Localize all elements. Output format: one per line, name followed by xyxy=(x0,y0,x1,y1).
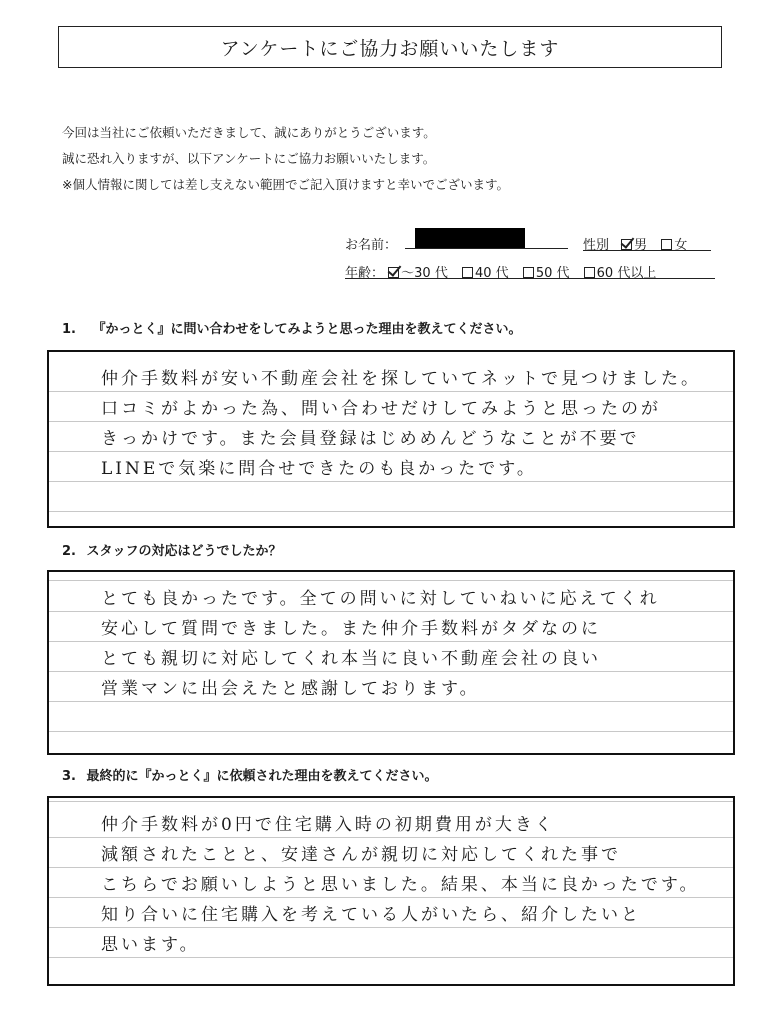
checkbox-icon xyxy=(462,267,473,278)
question-text: 『かっとく』に問い合わせをしてみようと思った理由を教えてください。 xyxy=(92,322,522,337)
answer-line: 知り合いに住宅購入を考えている人がいたら、紹介したいと xyxy=(101,905,641,925)
answer-line: 思います。 xyxy=(101,935,200,955)
gender-option-female[interactable]: 女 xyxy=(661,234,687,253)
answer-box-3[interactable] xyxy=(47,796,735,986)
age-option-under-30[interactable]: ～30 代 xyxy=(388,262,448,281)
age-option-60s-plus[interactable]: 60 代以上 xyxy=(584,262,657,281)
question-text: スタッフの対応はどうでしたか？ xyxy=(86,544,282,559)
answer-line: とても良かったです。全ての問いに対していねいに応えてくれ xyxy=(101,589,660,609)
checkbox-icon xyxy=(584,267,595,278)
answer-line: 減額されたことと、安達さんが親切に対応してくれた事で xyxy=(101,845,621,865)
question-2 xyxy=(62,540,282,559)
answer-line: LINEで気楽に問合せできたのも良かったです。 xyxy=(101,459,537,479)
age-field-line xyxy=(345,278,715,279)
answer-line: きっかけです。また会員登録はじめめんどうなことが不要で xyxy=(101,429,640,449)
gender-label: 性別 xyxy=(583,238,610,253)
answer-line: 仲介手数料が安い不動産会社を探していてネットで見つけました。 xyxy=(101,369,701,389)
name-label: お名前： xyxy=(345,238,398,253)
intro-line: 今回は当社にご依頼いただきまして、誠にありがとうございます。 xyxy=(62,125,436,140)
intro-line: ※個人情報に関しては差し支えない範囲でご記入頂けますと幸いでございます。 xyxy=(62,177,509,192)
intro-line: 誠に恐れ入りますが、以下アンケートにご協力お願いいたします。 xyxy=(62,151,436,166)
answer-box-2[interactable] xyxy=(47,570,735,755)
question-number: 2. xyxy=(62,544,76,559)
intro-text xyxy=(62,120,509,198)
checkbox-checked-icon xyxy=(388,267,399,278)
question-1 xyxy=(62,318,522,337)
answer-line: 口コミがよかった為、問い合わせだけしてみようと思ったのが xyxy=(101,399,661,419)
question-text: 最終的に『かっとく』に依頼された理由を教えてください。 xyxy=(86,769,438,784)
gender-option-male[interactable]: 男 xyxy=(621,234,647,253)
age-option-40s[interactable]: 40 代 xyxy=(462,262,509,281)
checkbox-checked-icon xyxy=(621,239,632,250)
profile-section xyxy=(345,228,725,281)
answer-line: 安心して質問できました。また仲介手数料がタダなのに xyxy=(101,619,601,639)
answer-box-1[interactable] xyxy=(47,350,735,528)
name-field-line xyxy=(405,248,568,249)
name-row xyxy=(345,228,725,256)
checkbox-icon xyxy=(661,239,672,250)
age-label: 年齢： xyxy=(345,266,385,281)
answer-line: 営業マンに出会えたと感謝しております。 xyxy=(101,679,480,699)
survey-title xyxy=(58,26,722,68)
question-number: 3. xyxy=(62,769,76,784)
survey-title-text: アンケートにご協力お願いいたします xyxy=(220,37,560,60)
name-redaction xyxy=(415,228,525,248)
age-option-50s[interactable]: 50 代 xyxy=(523,262,570,281)
answer-line: 仲介手数料が0円で住宅購入時の初期費用が大きく xyxy=(101,815,555,835)
question-number: 1. xyxy=(62,322,76,337)
question-3 xyxy=(62,765,438,784)
answer-line: こちらでお願いしようと思いました。結果、本当に良かったです。 xyxy=(101,875,700,895)
gender-field-line xyxy=(583,250,711,251)
answer-line: とても親切に対応してくれ本当に良い不動産会社の良い xyxy=(101,649,601,669)
checkbox-icon xyxy=(523,267,534,278)
